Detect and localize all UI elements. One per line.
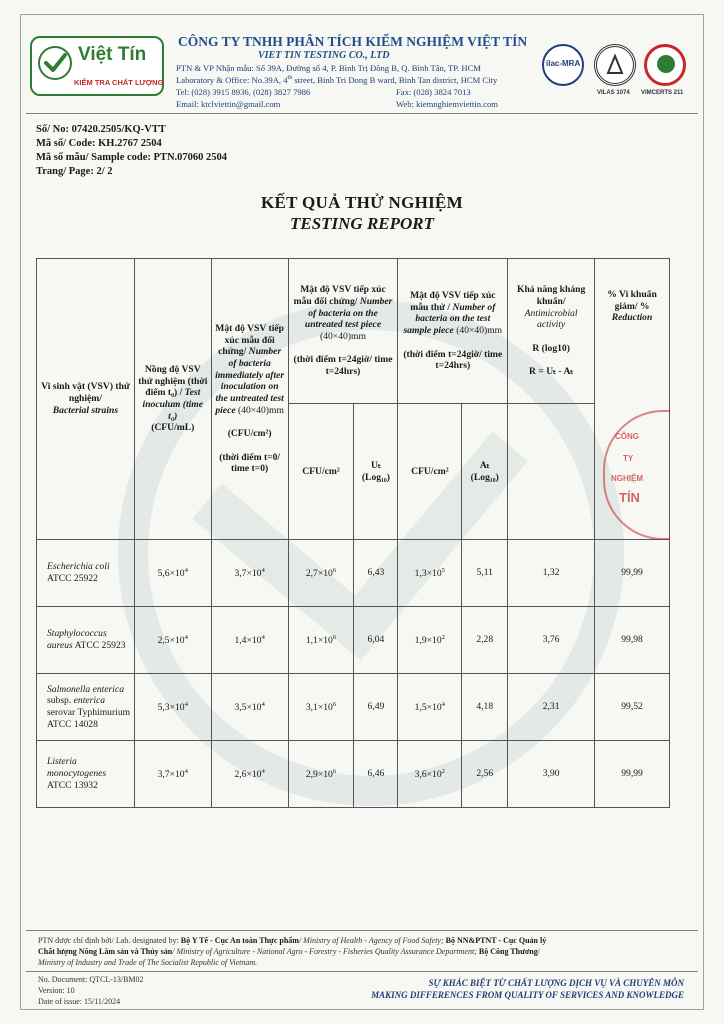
test-cfu: $1,3\times 10^5$ xyxy=(398,540,462,607)
strain-name: Salmonella enterica subsp. enterica serovar Typhimurium ATCC 14028 xyxy=(37,674,135,741)
table-row xyxy=(37,607,670,674)
title-vn: KẾT QUẢ THỬ NGHIỆM xyxy=(260,193,464,212)
header-t0: Mật độ VSV tiếp xúc mẫu đối chứng/ Number of bacteria immediately after inoculation on the untreated test piece (40×40)mm (CFU/cm²) (thời điểm t=0/ time t=0) xyxy=(211,259,288,540)
company-logo xyxy=(30,36,164,96)
inoculum-value: $5,6\times 10^4$ xyxy=(134,540,211,607)
email: Email: ktclviettin@gmail.com xyxy=(176,99,281,109)
header-at-log: Aₜ (Log₁₀) xyxy=(462,404,508,540)
inoculum-value: $5,3\times 10^4$ xyxy=(134,674,211,741)
vimcerts-label: VIMCERTS 211 xyxy=(641,90,684,96)
address-vn: PTN & VP Nhận mẫu: Số 39A, Đường số 4, P. Bình Trị Đông B, Q. Bình Tân, TP. HCM xyxy=(176,63,481,73)
document-code: No. Document: QTCL-13/BM02 xyxy=(38,975,144,984)
vilas-label: VILAS 1074 xyxy=(597,90,630,96)
untreated-log: 6,49 xyxy=(354,674,398,741)
footer-designation-3: Ministry of Industry and Trade of The Socialist Republic of Vietnam. xyxy=(38,958,258,967)
version: Version: 10 xyxy=(38,986,75,995)
phone: Tel: (028) 3915 8936, (028) 3827 7986 xyxy=(176,87,311,97)
company-name-vn: CÔNG TY TNHH PHÂN TÍCH KIỂM NGHIỆM VIỆT TÍN xyxy=(178,34,528,49)
logo-name: Việt Tín xyxy=(78,44,147,65)
footer-divider xyxy=(26,930,698,931)
document-number: Số/ No: 07420.2505/KQ-VTT xyxy=(36,124,166,135)
t0-value: $2,6\times 10^4$ xyxy=(211,741,288,808)
slogan-en: MAKING DIFFERENCES FROM QUALITY OF SERVICES AND KNOWLEDGE xyxy=(371,990,684,1000)
t0-value: $3,7\times 10^4$ xyxy=(211,540,288,607)
untreated-cfu: $3,1\times 10^6$ xyxy=(288,674,354,741)
header-antimicrobial: Khả năng kháng khuẩn/ Antimicrobial activity R (log10) R = Uₜ - Aₜ xyxy=(508,259,595,404)
antimicrobial-r: 3,90 xyxy=(508,741,595,808)
header-r-blank xyxy=(508,404,595,540)
strain-name: Listeria monocytogenes ATCC 13932 xyxy=(37,741,135,808)
test-cfu: $3,6\times 10^2$ xyxy=(398,741,462,808)
sample-code: Mã số mẫu/ Sample code: PTN.07060 2504 xyxy=(36,152,228,163)
inoculum-value: $2,5\times 10^4$ xyxy=(134,607,211,674)
check-icon xyxy=(38,46,72,80)
test-log: 5,11 xyxy=(462,540,508,607)
test-log: 2,28 xyxy=(462,607,508,674)
reduction-percent: 99,99 xyxy=(595,540,670,607)
reduction-percent: 99,98 xyxy=(595,607,670,674)
untreated-cfu: $2,7\times 10^6$ xyxy=(288,540,354,607)
header-test-sample: Mật độ VSV tiếp xúc mẫu thử / Number of bacteria on the test sample piece (40×40)mm (thời điểm t=24giờ/ time t=24hrs) xyxy=(398,259,508,404)
test-log: 2,56 xyxy=(462,741,508,808)
slogan-vn: SỰ KHÁC BIỆT TỪ CHẤT LƯỢNG DỊCH VỤ VÀ CHUYÊN MÔN xyxy=(428,978,684,988)
ilac-mra-badge-icon: ilac-MRA xyxy=(542,44,584,86)
header-strain: Vi sinh vật (VSV) thử nghiệm/ Bacterial strains xyxy=(37,259,135,540)
untreated-cfu: $1,1\times 10^6$ xyxy=(288,607,354,674)
strain-name: Staphylococcus aureus ATCC 25923 xyxy=(37,607,135,674)
header-divider xyxy=(26,113,698,114)
table-row xyxy=(37,741,670,808)
table-row xyxy=(37,540,670,607)
header-inoculum: Nồng độ VSV thử nghiệm (thời điểm t₀) / Test inoculum (time t₀) (CFU/mL) xyxy=(134,259,211,540)
untreated-log: 6,04 xyxy=(354,607,398,674)
vimcerts-badge-icon xyxy=(644,44,686,86)
untreated-log: 6,46 xyxy=(354,741,398,808)
untreated-cfu: $2,9\times 10^6$ xyxy=(288,741,354,808)
test-cfu: $1,5\times 10^4$ xyxy=(398,674,462,741)
t0-value: $1,4\times 10^4$ xyxy=(211,607,288,674)
reduction-percent: 99,52 xyxy=(595,674,670,741)
header-untreated: Mật độ VSV tiếp xúc mẫu đối chứng/ Number of bacteria on the untreated test piece (40×40)mm (thời điểm t=24giờ/ time t=24hrs) xyxy=(288,259,398,404)
footer-divider-2 xyxy=(26,971,698,972)
test-cfu: $1,9\times 10^2$ xyxy=(398,607,462,674)
fax: Fax: (028) 3824 7013 xyxy=(396,87,471,97)
address-en: Laboratory & Office: No.39A, 4th street, Binh Tri Dong B ward, Binh Tan district, HCM City xyxy=(176,75,498,85)
title-en: TESTING REPORT xyxy=(289,214,435,233)
logo-tagline: KIỂM TRA CHẤT LƯỢNG xyxy=(74,78,164,87)
company-name-en: VIET TIN TESTING CO., LTD xyxy=(258,50,390,61)
header-ut-cfu: CFU/cm² xyxy=(288,404,354,540)
test-log: 4,18 xyxy=(462,674,508,741)
table-header-row xyxy=(37,259,670,404)
untreated-log: 6,43 xyxy=(354,540,398,607)
footer-designation-2: Chất lượng Nông Lâm sản và Thủy sản/ Ministry of Agriculture - National Agro - Forestry - Fisheries Quality Assurance Department; Bộ Công Thương/ xyxy=(38,947,540,956)
antimicrobial-r: 2,31 xyxy=(508,674,595,741)
antimicrobial-r: 1,32 xyxy=(508,540,595,607)
strain-name: Escherichia coli ATCC 25922 xyxy=(37,540,135,607)
antimicrobial-r: 3,76 xyxy=(508,607,595,674)
reduction-percent: 99,99 xyxy=(595,741,670,808)
header-reduction: % Vi khuẩn giảm/ % Reduction xyxy=(595,259,670,540)
header-ut-log: Uₜ (Log₁₀) xyxy=(354,404,398,540)
website: Web: kiemnghiemviettin.com xyxy=(396,99,498,109)
footer-designation-1: PTN được chỉ định bởi/ Lab. designated by: Bộ Y Tế - Cục An toàn Thực phẩm/ Ministry of Health - Agency of Food Safety; Bộ NN&PTNT - Cục Quản lý xyxy=(38,936,547,945)
code: Mã số/ Code: KH.2767 2504 xyxy=(36,138,162,149)
t0-value: $3,5\times 10^4$ xyxy=(211,674,288,741)
inoculum-value: $3,7\times 10^4$ xyxy=(134,741,211,808)
results-table xyxy=(36,258,670,808)
company-stamp: CÔNG TY NGHIỆM TÍN xyxy=(603,410,669,540)
issue-date: Date of issue: 15/11/2024 xyxy=(38,997,121,1006)
vilas-badge-icon xyxy=(594,44,636,86)
table-row xyxy=(37,674,670,741)
header-at-cfu: CFU/cm² xyxy=(398,404,462,540)
page-number: Trang/ Page: 2/ 2 xyxy=(36,166,113,177)
